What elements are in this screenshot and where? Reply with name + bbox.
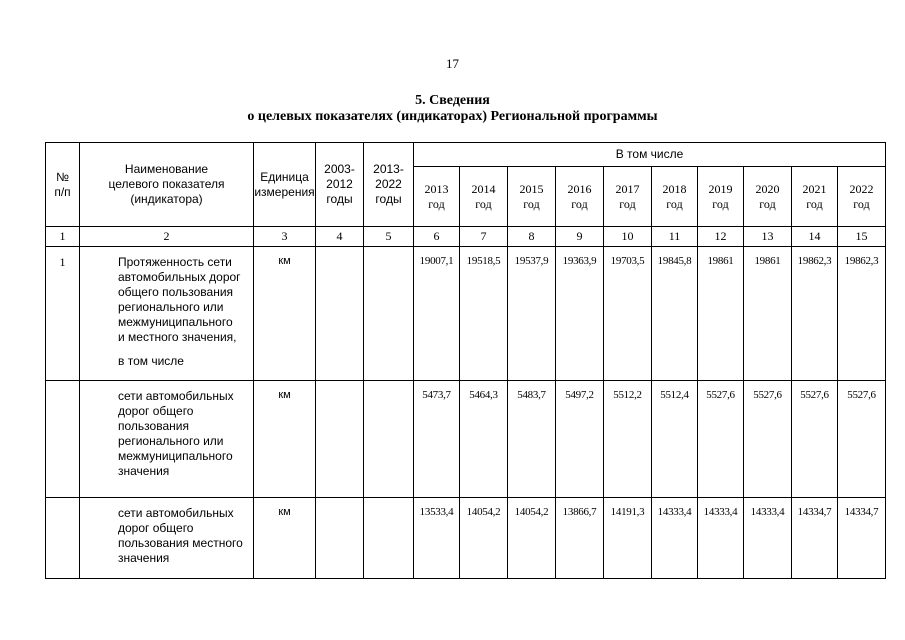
column-number: 11 [652, 227, 698, 247]
year-value-cell: 14054,2 [508, 498, 556, 579]
year-value-cell: 5473,7 [414, 381, 460, 498]
header-year: 2016 год [556, 167, 604, 227]
header-year: 2018 год [652, 167, 698, 227]
year-value-cell: 19537,9 [508, 247, 556, 381]
year-value-cell: 5527,6 [838, 381, 886, 498]
year-value-cell: 19862,3 [838, 247, 886, 381]
document-heading [0, 93, 905, 125]
header-year: 2022 год [838, 167, 886, 227]
year-value-cell: 14334,7 [838, 498, 886, 579]
year-value-cell: 13533,4 [414, 498, 460, 579]
year-value-cell: 5512,2 [604, 381, 652, 498]
period-cell [364, 498, 414, 579]
indicators-table [45, 142, 886, 579]
period-cell [316, 498, 364, 579]
year-value-cell: 5527,6 [698, 381, 744, 498]
column-number: 1 [46, 227, 80, 247]
header-period-2003-2012: 2003- 2012 годы [316, 143, 364, 227]
column-number: 14 [792, 227, 838, 247]
column-number: 9 [556, 227, 604, 247]
year-value-cell: 14333,4 [698, 498, 744, 579]
unit-cell: км [254, 247, 316, 381]
year-value-cell: 19862,3 [792, 247, 838, 381]
indicator-name-cell [80, 498, 254, 579]
column-number: 3 [254, 227, 316, 247]
column-number: 10 [604, 227, 652, 247]
column-number: 6 [414, 227, 460, 247]
year-value-cell: 13866,7 [556, 498, 604, 579]
indicator-name-extra: в том числе [118, 354, 184, 368]
header-year: 2017 год [604, 167, 652, 227]
header-unit: Единица измерения [254, 143, 316, 227]
header-year: 2015 год [508, 167, 556, 227]
indicator-name: сети автомобильных дорог общего пользования регионального или межмуниципального значения [118, 389, 234, 478]
year-value-cell: 14333,4 [652, 498, 698, 579]
column-number: 2 [80, 227, 254, 247]
period-cell [364, 381, 414, 498]
row-number [46, 381, 80, 498]
year-value-cell: 14191,3 [604, 498, 652, 579]
row-number [46, 498, 80, 579]
year-value-cell: 5464,3 [460, 381, 508, 498]
header-year: 2013 год [414, 167, 460, 227]
table-row [46, 247, 886, 381]
indicator-name-cell [80, 381, 254, 498]
year-value-cell: 19845,8 [652, 247, 698, 381]
year-value-cell: 5483,7 [508, 381, 556, 498]
year-value-cell: 14054,2 [460, 498, 508, 579]
column-number: 15 [838, 227, 886, 247]
year-value-cell: 19363,9 [556, 247, 604, 381]
indicator-name: Протяженность сети автомобильных дорог общего пользования регионального или межмуниципального и местного значения, [118, 255, 241, 344]
header-name: Наименование целевого показателя (индикатора) [80, 143, 254, 227]
unit-cell: км [254, 498, 316, 579]
column-number: 5 [364, 227, 414, 247]
column-number: 12 [698, 227, 744, 247]
header-year: 2019 год [698, 167, 744, 227]
column-number: 8 [508, 227, 556, 247]
header-year: 2014 год [460, 167, 508, 227]
period-cell [316, 247, 364, 381]
page-number: 17 [446, 56, 459, 71]
header-year: 2021 год [792, 167, 838, 227]
indicator-name: сети автомобильных дорог общего пользования местного значения [118, 506, 243, 565]
year-value-cell: 19007,1 [414, 247, 460, 381]
year-value-cell: 14334,7 [792, 498, 838, 579]
header-num: № п/п [46, 143, 80, 227]
column-number: 13 [744, 227, 792, 247]
year-value-cell: 5527,6 [792, 381, 838, 498]
year-value-cell: 19518,5 [460, 247, 508, 381]
header-year: 2020 год [744, 167, 792, 227]
year-value-cell: 5497,2 [556, 381, 604, 498]
year-value-cell: 5512,4 [652, 381, 698, 498]
header-in-total: В том числе [414, 143, 886, 167]
column-number: 4 [316, 227, 364, 247]
unit-cell: км [254, 381, 316, 498]
period-cell [316, 381, 364, 498]
year-value-cell: 5527,6 [744, 381, 792, 498]
heading-line-2: о целевых показателях (индикаторах) Региональной программы [247, 109, 658, 124]
table-row [46, 381, 886, 498]
row-number: 1 [46, 247, 80, 381]
column-number: 7 [460, 227, 508, 247]
year-value-cell: 14333,4 [744, 498, 792, 579]
table-row [46, 498, 886, 579]
year-value-cell: 19861 [698, 247, 744, 381]
year-value-cell: 19703,5 [604, 247, 652, 381]
header-period-2013-2022: 2013- 2022 годы [364, 143, 414, 227]
indicator-name-cell [80, 247, 254, 381]
period-cell [364, 247, 414, 381]
heading-line-1: 5. Сведения [415, 93, 490, 108]
year-value-cell: 19861 [744, 247, 792, 381]
